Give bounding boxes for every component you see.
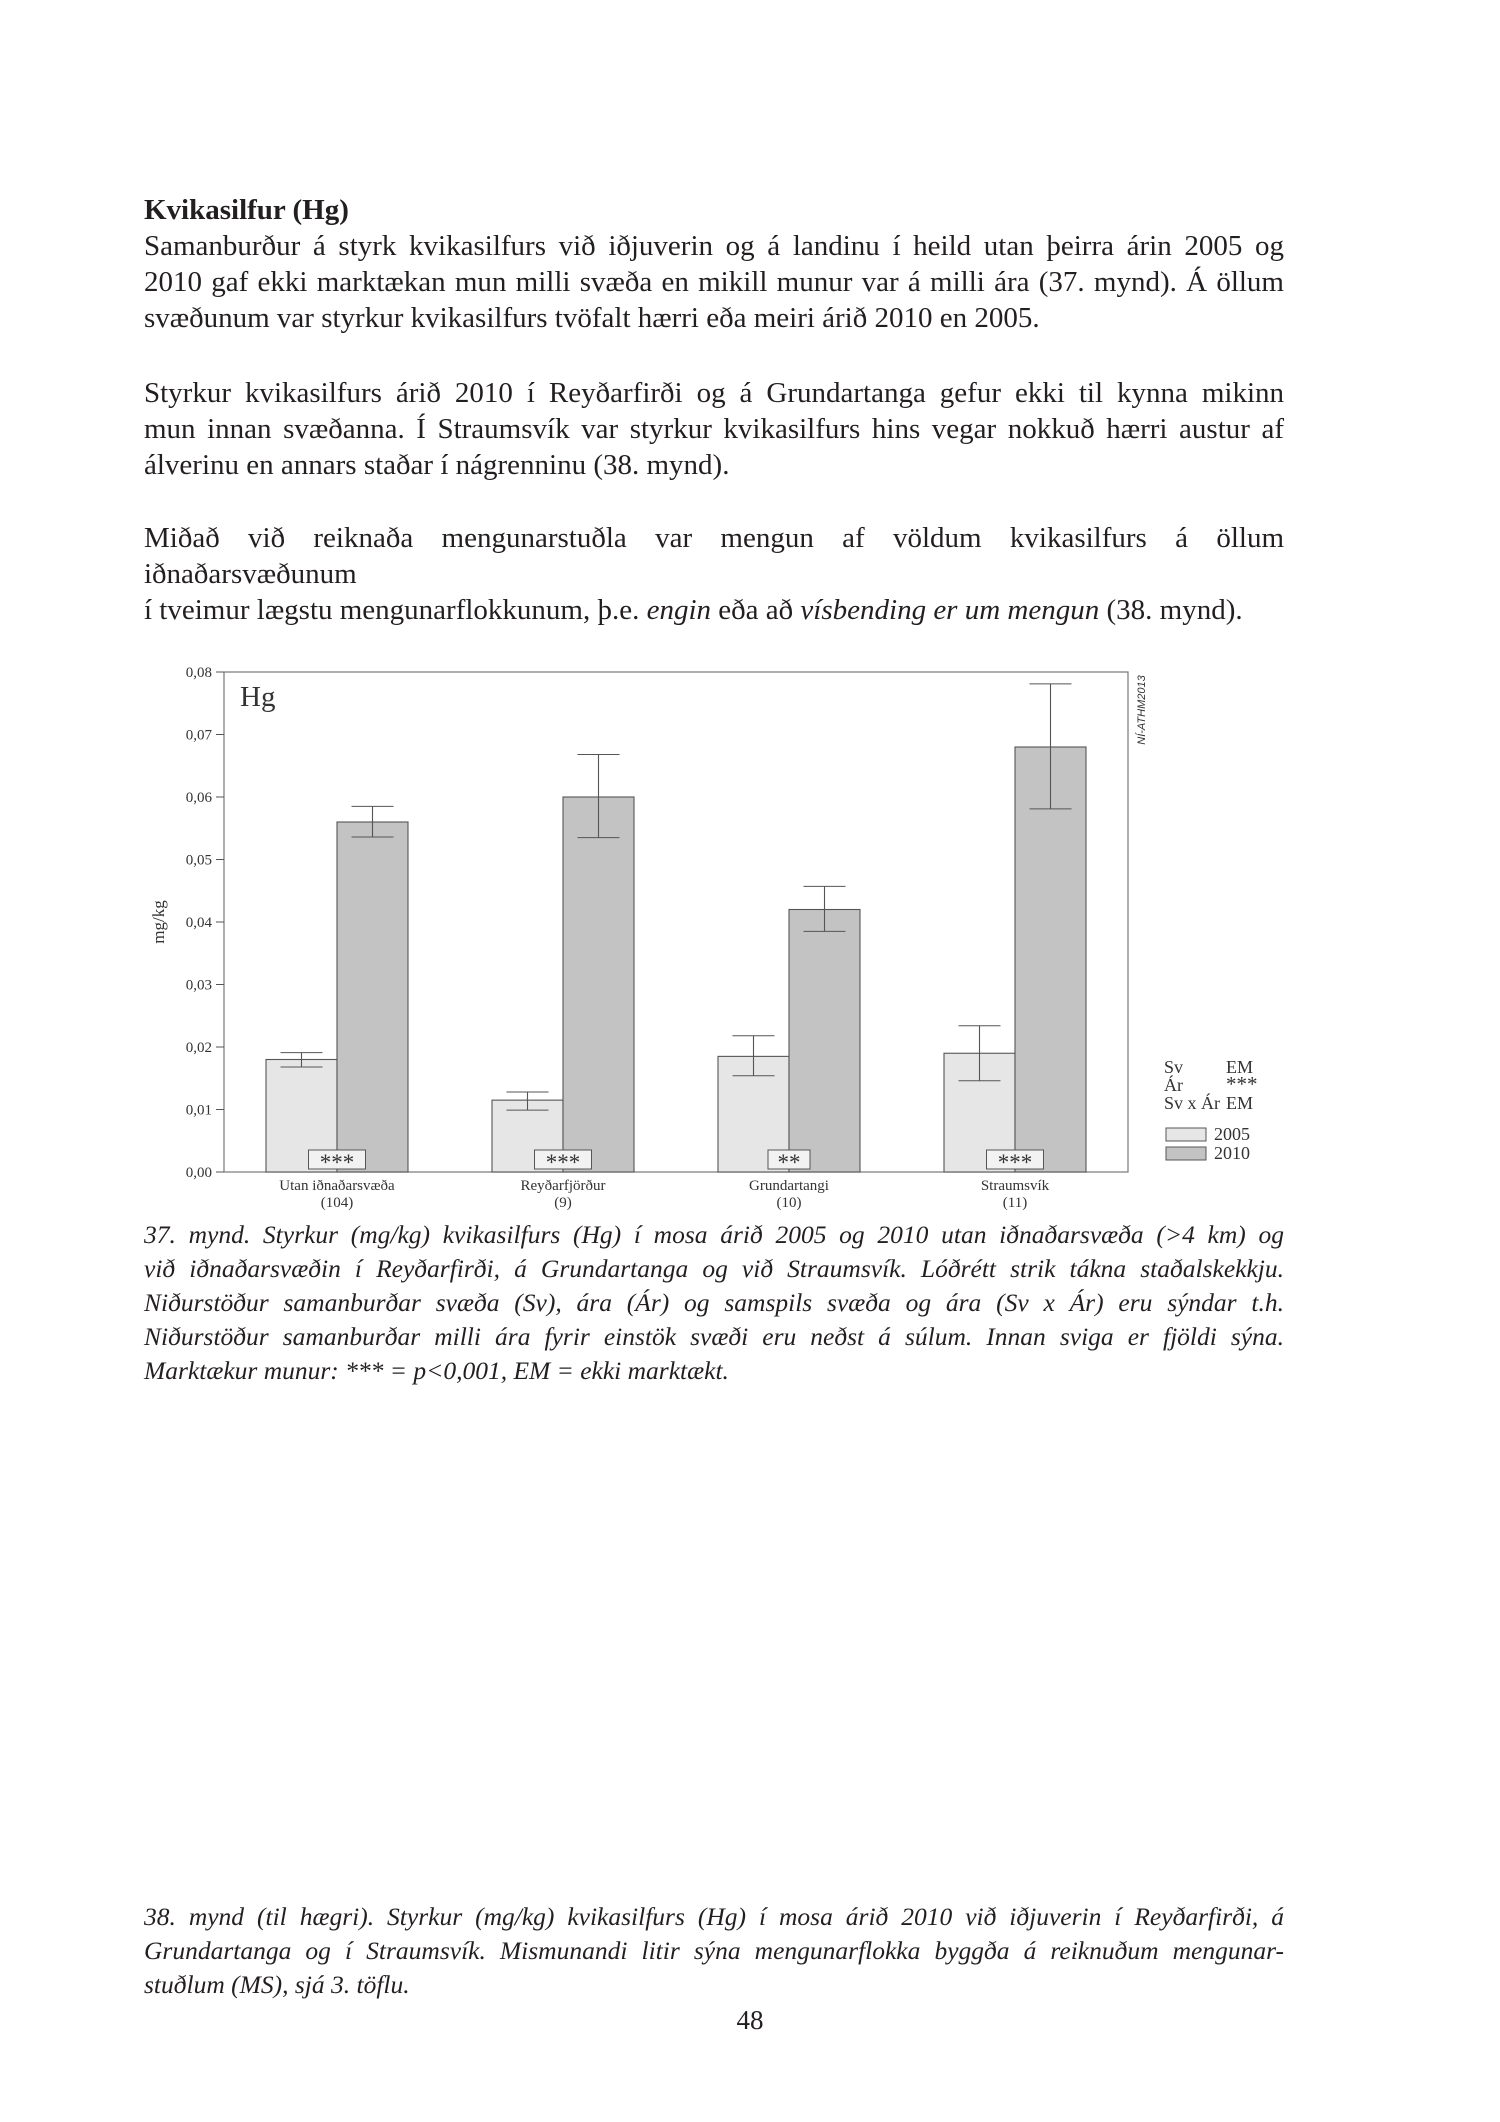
paragraph-line: Styrkur kvikasilfurs árið 2010 í Reyðarfirði og á Grundartanga gefur ekki til kynna mikinn xyxy=(144,377,1284,409)
bar-2010-2 xyxy=(789,910,860,1173)
legend-swatch-2010 xyxy=(1166,1147,1206,1160)
legend-label: 2010 xyxy=(1214,1143,1250,1163)
watermark: NÍ-ATHM2013 xyxy=(1136,675,1148,745)
figure-38-caption xyxy=(144,1900,1284,2002)
sample-size-label: (104) xyxy=(320,1195,354,1211)
significance-label: *** xyxy=(545,1150,581,1175)
category-label: Grundartangi xyxy=(749,1178,829,1194)
paragraph-3 xyxy=(144,520,1284,628)
page-number: 48 xyxy=(736,2005,764,2035)
paragraph-1 xyxy=(144,228,1284,336)
paragraph-line: Samanburður á styrk kvikasilfurs við iðjuverin og á landinu í heild utan þeirra árin 2005 og xyxy=(144,230,1284,262)
paragraph-line: svæðunum var styrkur kvikasilfurs tvöfalt hærri eða meiri árið 2010 en 2005. xyxy=(144,302,1040,334)
stats-label: Ár xyxy=(1164,1075,1183,1095)
paragraph-line: mun innan svæðanna. Í Straumsvík var styrkur kvikasilfurs hins vegar nokkuð hærri austur af xyxy=(144,413,1284,445)
caption-line: Niðurstöður samanburðar svæða (Sv), ára (Ár) og samspils svæða og ára (Sv x Ár) eru sýndar t.h. xyxy=(144,1288,1284,1317)
stats-label: Sv xyxy=(1164,1057,1184,1077)
caption-line: 38. mynd (til hægri). Styrkur (mg/kg) kvikasilfurs (Hg) í mosa árið 2010 við iðjuverin í Reyðarfirði, á xyxy=(144,1902,1284,1931)
bar-2010-3 xyxy=(1015,747,1086,1172)
emphasis-visbending: vísbending er um mengun xyxy=(800,594,1100,626)
y-tick-label: 0,07 xyxy=(185,727,212,744)
legend-label: 2005 xyxy=(1214,1124,1250,1144)
sample-size-label: (9) xyxy=(554,1195,572,1211)
paragraph-line: í tveimur lægstu mengunarflokkunum, þ.e. engin eða að vísbending er um mengun (38. mynd). xyxy=(144,594,1243,626)
significance-label: *** xyxy=(997,1150,1033,1175)
figure-37-caption xyxy=(144,1218,1284,1388)
y-tick-label: 0,01 xyxy=(185,1102,212,1119)
category-label: Reyðarfjörður xyxy=(520,1178,606,1194)
hg-bar-chart xyxy=(148,660,1288,1220)
sample-size-label: (10) xyxy=(776,1195,802,1211)
paragraph-2 xyxy=(144,375,1284,483)
caption-line: Marktækur munur: *** = p<0,001, EM = ekki marktækt. xyxy=(144,1356,729,1385)
significance-label: *** xyxy=(319,1150,355,1175)
y-tick-label: 0,06 xyxy=(185,790,212,806)
y-tick-label: 0,05 xyxy=(185,852,212,869)
caption-line: við iðnaðarsvæðin í Reyðarfirði, á Grundartanga og við Straumsvík. Lóðrétt strik tákna staðalskekkju. xyxy=(144,1254,1284,1283)
significance-label: ** xyxy=(777,1150,801,1175)
y-tick-label: 0,00 xyxy=(185,1165,212,1181)
section-heading: Kvikasilfur (Hg) xyxy=(144,194,349,226)
paragraph-line: 2010 gaf ekki marktækan mun milli svæða en mikill munur var á milli ára (37. mynd). Á öllum xyxy=(144,266,1284,298)
category-label: Straumsvík xyxy=(980,1178,1050,1194)
paragraph-line: Miðað við reiknaða mengunarstuðla var mengun af völdum kvikasilfurs á öllum iðnaðarsvæðunum xyxy=(144,522,1284,590)
stats-value: EM xyxy=(1226,1057,1253,1077)
caption-line: Grundartanga og í Straumsvík. Mismunandi litir sýna mengunarflokka byggða á reiknuðum mengunar- xyxy=(144,1936,1284,1965)
y-tick-label: 0,03 xyxy=(185,977,212,994)
y-tick-label: 0,02 xyxy=(185,1040,212,1056)
y-axis-label: mg/kg xyxy=(149,900,168,944)
bar-2010-1 xyxy=(563,797,634,1172)
bar-2010-0 xyxy=(337,822,408,1172)
y-tick-label: 0,04 xyxy=(185,915,212,931)
caption-line: stuðlum (MS), sjá 3. töflu. xyxy=(144,1970,410,1999)
sample-size-label: (11) xyxy=(1002,1195,1028,1211)
stats-value: *** xyxy=(1226,1072,1258,1096)
emphasis-engin: engin xyxy=(646,594,712,626)
caption-line: Niðurstöður samanburðar milli ára fyrir einstök svæði eru neðst á súlum. Innan sviga er fjöldi sýna. xyxy=(144,1322,1284,1351)
caption-line: 37. mynd. Styrkur (mg/kg) kvikasilfurs (Hg) í mosa árið 2005 og 2010 utan iðnaðarsvæða (>4 km) og xyxy=(144,1220,1284,1249)
paragraph-line: álverinu en annars staðar í nágrenninu (38. mynd). xyxy=(144,449,730,481)
category-label: Utan iðnaðarsvæða xyxy=(279,1178,395,1194)
chart-title: Hg xyxy=(240,681,276,713)
stats-value: EM xyxy=(1226,1093,1253,1113)
legend-swatch-2005 xyxy=(1166,1128,1206,1141)
y-tick-label: 0,08 xyxy=(185,665,212,681)
stats-label: Sv x Ár xyxy=(1164,1093,1221,1113)
